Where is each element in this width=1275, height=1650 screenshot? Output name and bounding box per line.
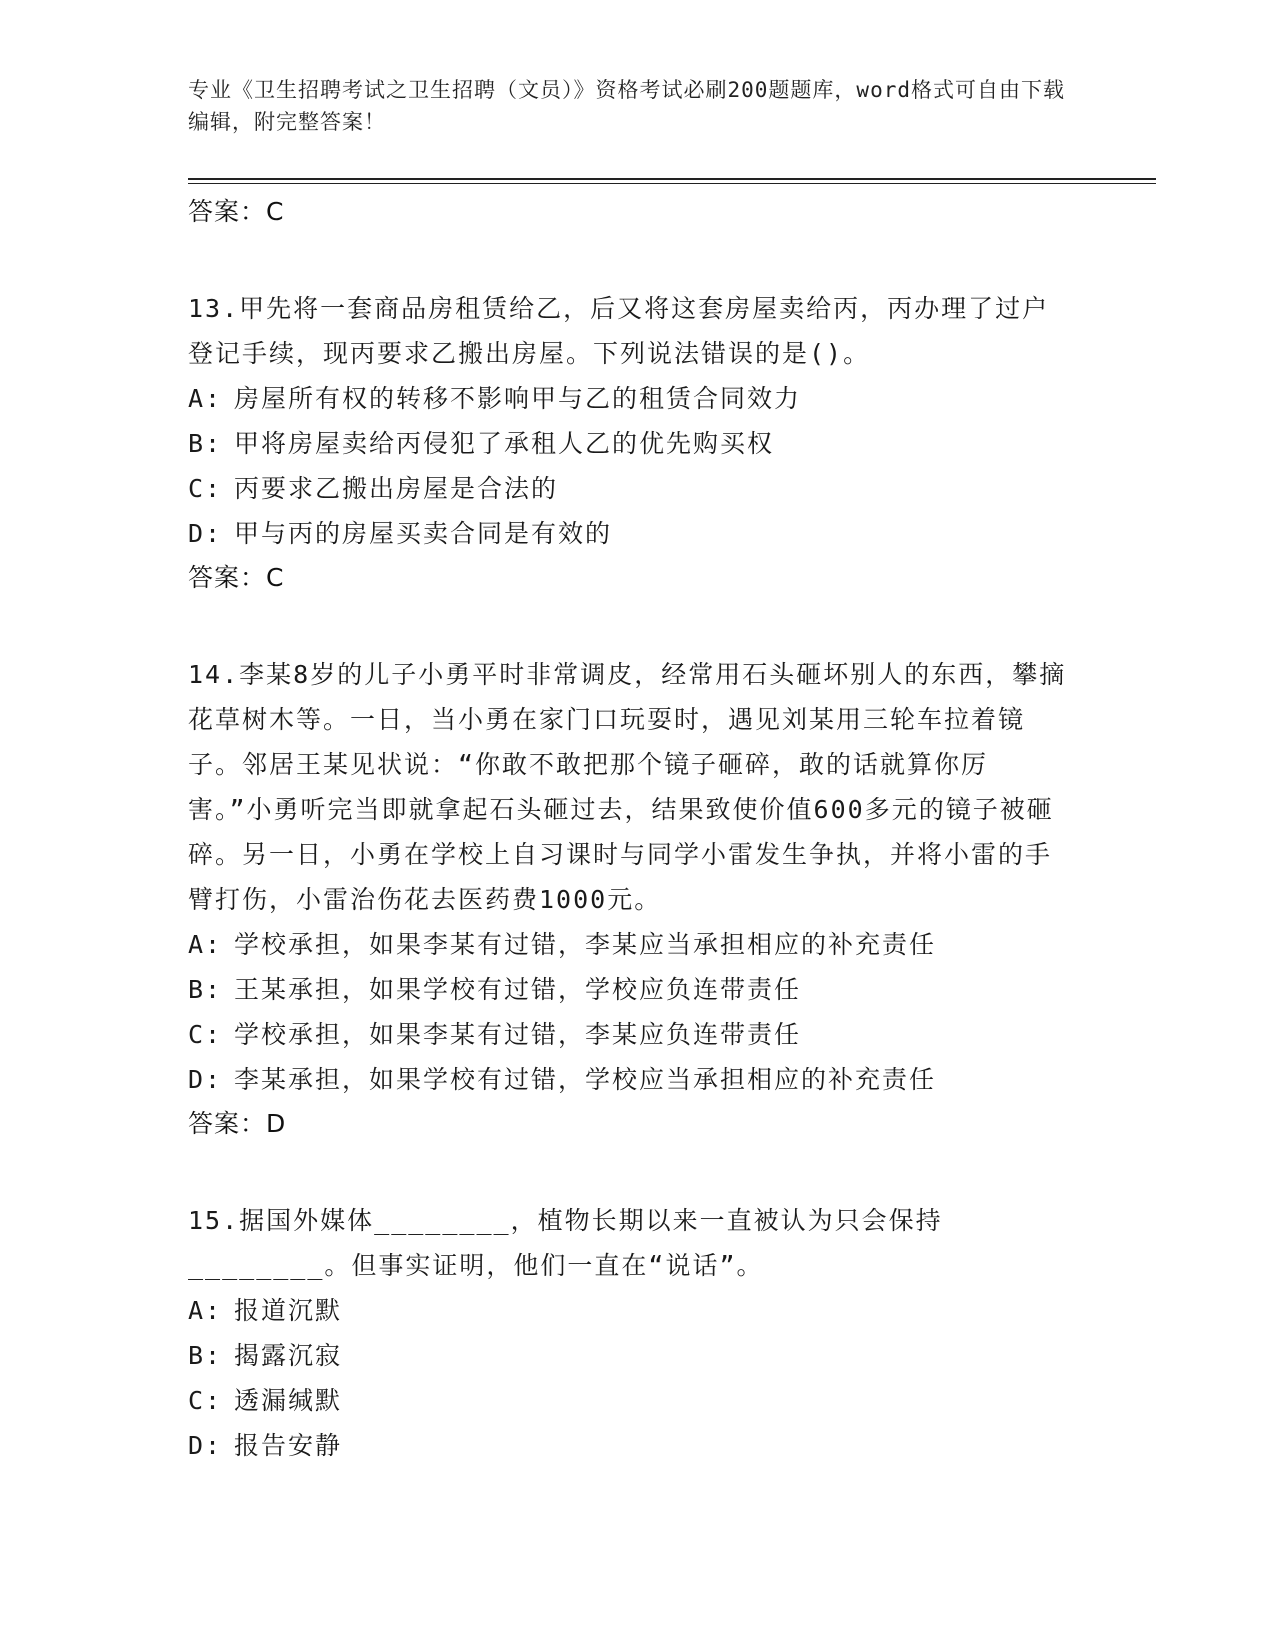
option-b bbox=[188, 967, 1088, 1012]
option-text: 学校承担，如果李某有过错，李某应负连带责任 bbox=[234, 1020, 802, 1049]
option-key: C: bbox=[188, 1020, 223, 1049]
question-answer: 答案：C bbox=[188, 563, 285, 592]
option-a bbox=[188, 922, 1088, 967]
question-stem: 14.李某8岁的儿子小勇平时非常调皮，经常用石头砸坏别人的东西，攀摘花草树木等。一日，当小勇在家门口玩耍时，遇见刘某用三轮车拉着镜子。邻居王某见状说：“你敢不敢把那个镜子砸碎，敢的话就算你厉害。”小勇听完当即就拿起石头砸过去，结果致使价值600多元的镜子被砸碎。另一日，小勇在学校上自习课时与同学小雷发生争执，并将小雷的手臂打伤，小雷治伤花去医药费1000元。 bbox=[188, 660, 1067, 914]
option-text: 李某承担，如果学校有过错，学校应当承担相应的补充责任 bbox=[234, 1065, 937, 1094]
option-key: A: bbox=[188, 384, 223, 413]
option-c bbox=[188, 1378, 1088, 1423]
option-text: 学校承担，如果李某有过错，李某应当承担相应的补充责任 bbox=[234, 930, 937, 959]
document-header: 专业《卫生招聘考试之卫生招聘（文员）》资格考试必刷200题题库，word格式可自由下载编辑，附完整答案！ bbox=[188, 78, 1065, 134]
option-text: 房屋所有权的转移不影响甲与乙的租赁合同效力 bbox=[234, 384, 802, 413]
option-key: B: bbox=[188, 975, 223, 1004]
previous-answer: 答案：C bbox=[188, 197, 285, 226]
option-key: C: bbox=[188, 474, 223, 503]
option-d bbox=[188, 1057, 1088, 1102]
option-key: B: bbox=[188, 429, 223, 458]
option-text: 报道沉默 bbox=[234, 1296, 343, 1325]
option-text: 甲与丙的房屋买卖合同是有效的 bbox=[234, 519, 613, 548]
question-answer: 答案：D bbox=[188, 1109, 287, 1138]
option-text: 丙要求乙搬出房屋是合法的 bbox=[234, 474, 559, 503]
option-key: D: bbox=[188, 1431, 223, 1460]
question-15 bbox=[188, 1198, 1088, 1468]
option-c bbox=[188, 466, 1088, 511]
option-a bbox=[188, 376, 1088, 421]
option-a bbox=[188, 1288, 1088, 1333]
option-key: C: bbox=[188, 1386, 223, 1415]
option-key: A: bbox=[188, 930, 223, 959]
question-13 bbox=[188, 286, 1088, 600]
question-list bbox=[188, 190, 1088, 1468]
header-rule-thin bbox=[188, 183, 1156, 184]
header-rule-thick bbox=[188, 178, 1156, 180]
option-d bbox=[188, 511, 1088, 556]
question-stem: 15.据国外媒体________，植物长期以来一直被认为只会保持________。但事实证明，他们一直在“说话”。 bbox=[188, 1206, 943, 1280]
option-key: B: bbox=[188, 1341, 223, 1370]
option-key: D: bbox=[188, 1065, 223, 1094]
option-key: A: bbox=[188, 1296, 223, 1325]
option-c bbox=[188, 1012, 1088, 1057]
question-stem: 13.甲先将一套商品房租赁给乙，后又将这套房屋卖给丙，丙办理了过户登记手续，现丙要求乙搬出房屋。下列说法错误的是()。 bbox=[188, 294, 1050, 368]
option-text: 王某承担，如果学校有过错，学校应负连带责任 bbox=[234, 975, 802, 1004]
option-text: 甲将房屋卖给丙侵犯了承租人乙的优先购买权 bbox=[234, 429, 775, 458]
option-d bbox=[188, 1423, 1088, 1468]
option-text: 透漏缄默 bbox=[234, 1386, 343, 1415]
option-b bbox=[188, 1333, 1088, 1378]
question-14 bbox=[188, 652, 1088, 1146]
option-text: 揭露沉寂 bbox=[234, 1341, 343, 1370]
option-b bbox=[188, 421, 1088, 466]
option-key: D: bbox=[188, 519, 223, 548]
option-text: 报告安静 bbox=[234, 1431, 343, 1460]
